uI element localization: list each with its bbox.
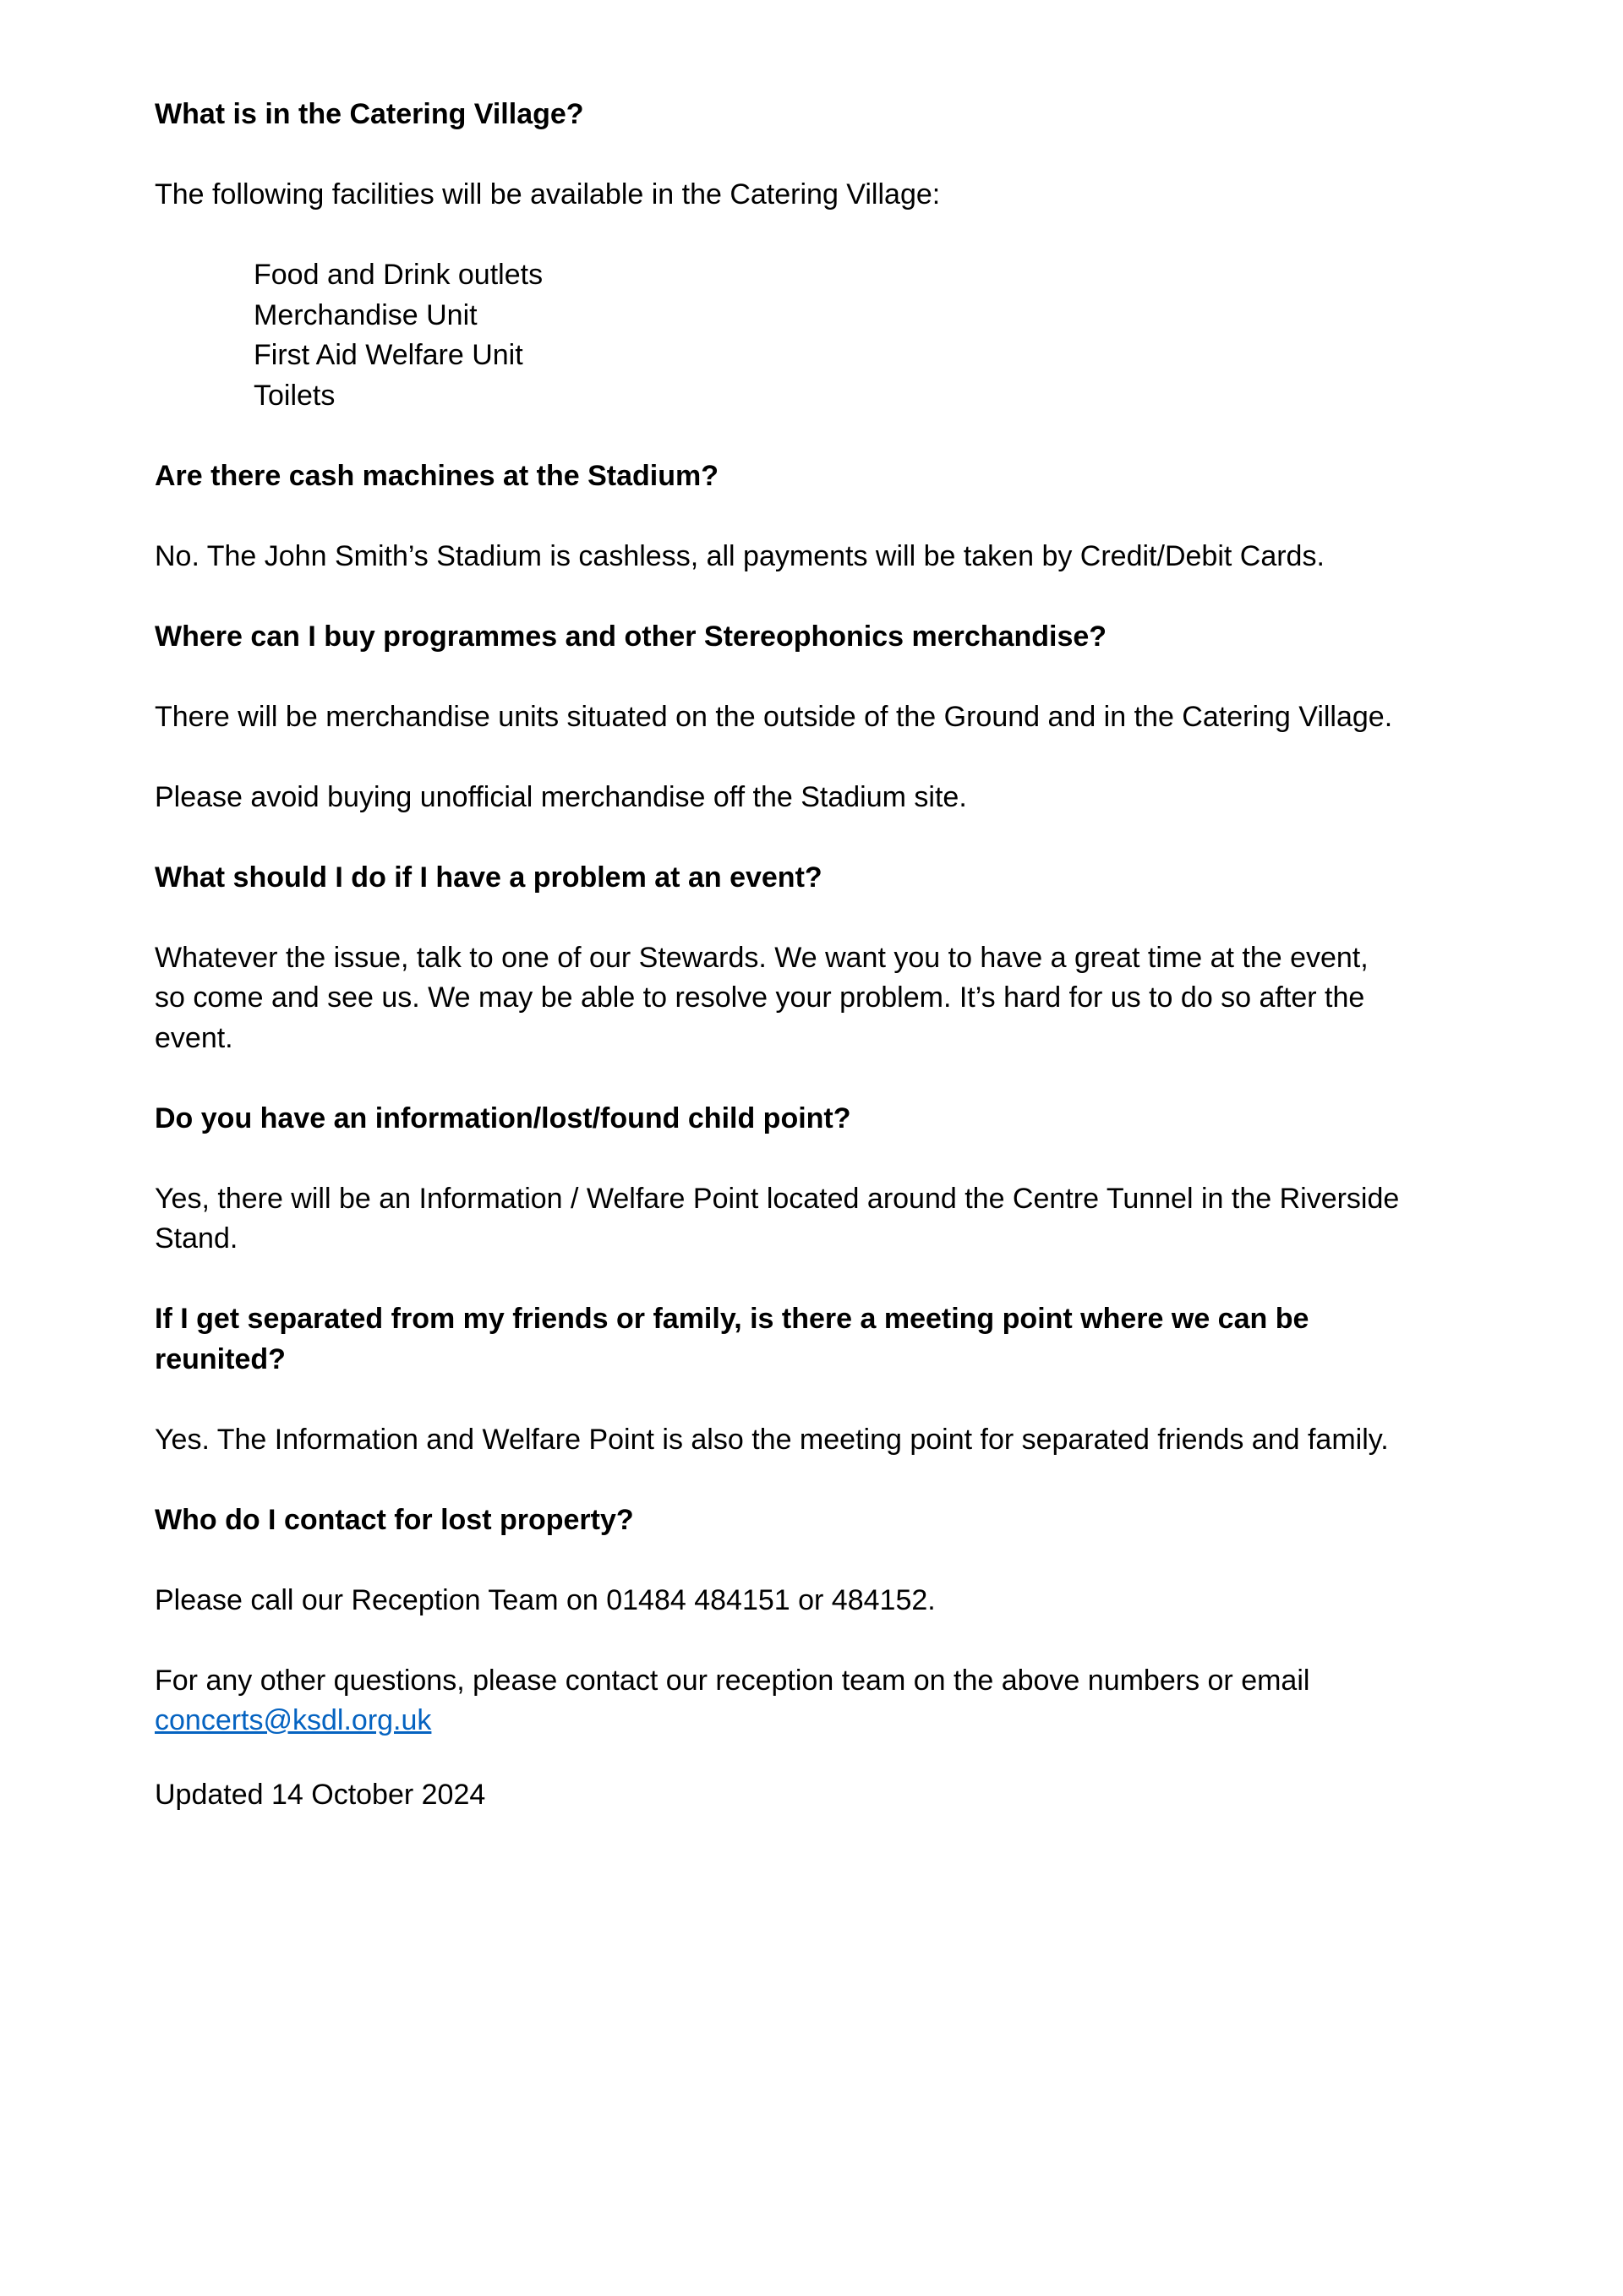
answer-catering-intro: The following facilities will be available in the Catering Village:	[155, 178, 941, 210]
answer-cash-machines: No. The John Smith’s Stadium is cashless, all payments will be taken by Credit/Debit Cards.	[155, 539, 1325, 572]
answer-lost-property: Please call our Reception Team on 01484 484151 or 484152.	[155, 1583, 936, 1616]
question-merchandise: Where can I buy programmes and other Stereophonics merchandise?	[155, 620, 1107, 653]
answer-separated-meeting-point: Yes. The Information and Welfare Point is also the meeting point for separated friends and family.	[155, 1423, 1389, 1456]
updated-date: Updated 14 October 2024	[155, 1778, 486, 1811]
facilities-list	[155, 255, 1406, 416]
question-catering-village: What is in the Catering Village?	[155, 98, 584, 130]
email-link[interactable]: concerts@ksdl.org.uk	[155, 1704, 432, 1736]
question-separated-meeting-point: If I get separated from my friends or family, is there a meeting point where we can be reunited?	[155, 1303, 1309, 1375]
answer-information-point: Yes, there will be an Information / Welfare Point located around the Centre Tunnel in the Riverside Stand.	[155, 1182, 1400, 1255]
question-lost-property: Who do I contact for lost property?	[155, 1503, 634, 1536]
list-item: Toilets	[254, 379, 336, 412]
question-information-point: Do you have an information/lost/found child point?	[155, 1102, 851, 1134]
other-questions-paragraph	[155, 1661, 1406, 1741]
question-problem-at-event: What should I do if I have a problem at an event?	[155, 861, 822, 894]
answer-problem-at-event: Whatever the issue, talk to one of our Stewards. We want you to have a great time at the event, so come and see us. We may be able to resolve your problem. It’s hard for us to do so after the event.	[155, 941, 1369, 1054]
answer-merchandise: There will be merchandise units situated on the outside of the Ground and in the Catering Village.	[155, 700, 1393, 733]
list-item: Food and Drink outlets	[254, 259, 544, 291]
faq-content	[155, 95, 1406, 1856]
list-item: First Aid Welfare Unit	[254, 339, 523, 371]
note-unofficial-merchandise: Please avoid buying unofficial merchandise off the Stadium site.	[155, 780, 967, 813]
list-item: Merchandise Unit	[254, 298, 478, 331]
question-cash-machines: Are there cash machines at the Stadium?	[155, 459, 719, 492]
other-questions-text: For any other questions, please contact our reception team on the above numbers or email	[155, 1664, 1310, 1697]
